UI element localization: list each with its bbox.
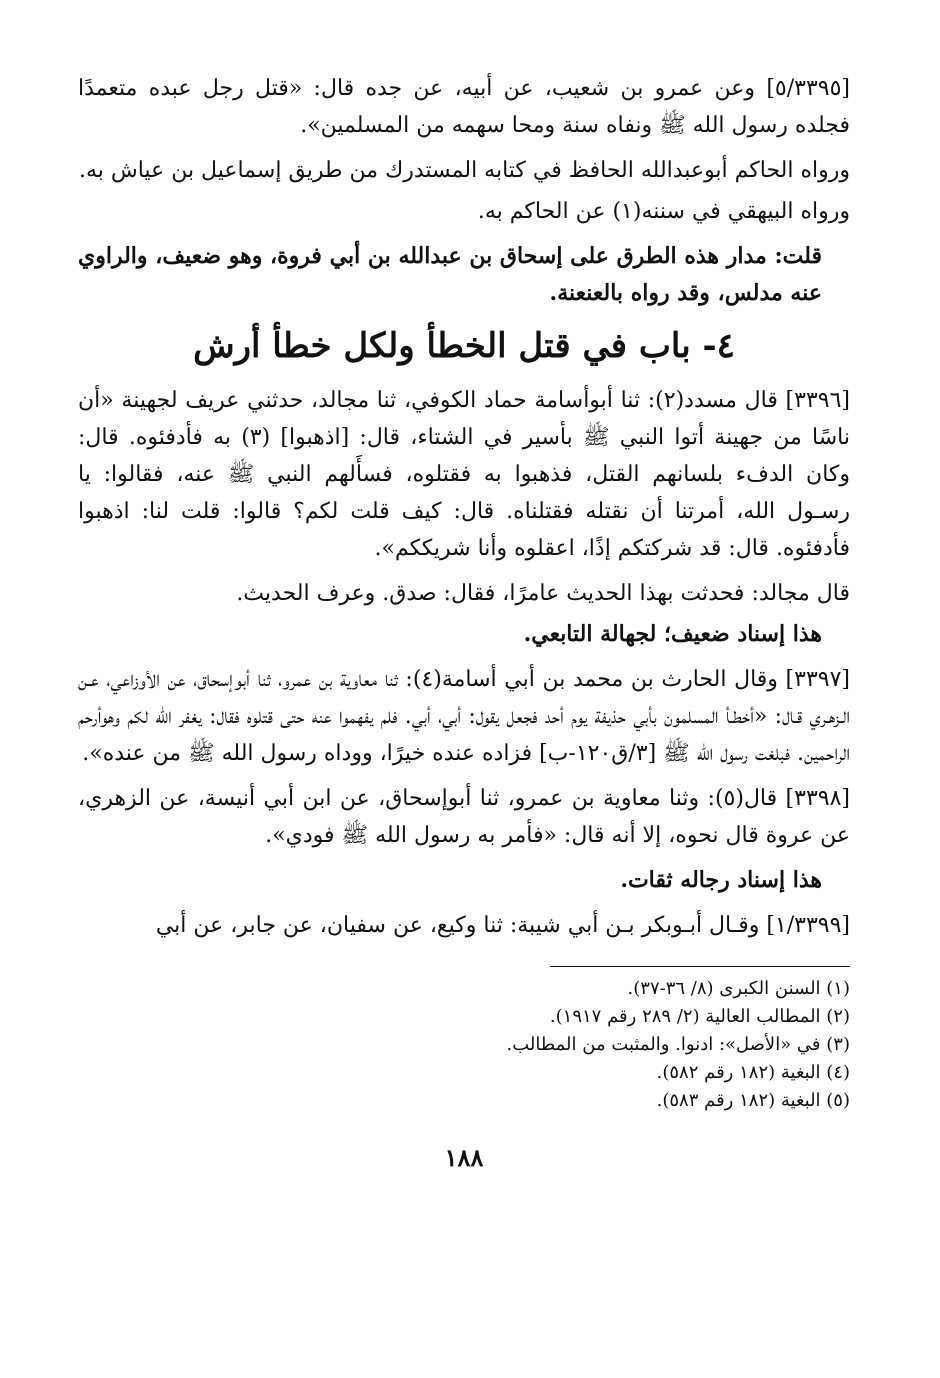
footnote-1: (١) السنن الكبرى (٨/ ٣٦-٣٧). xyxy=(627,978,850,999)
hadith-3399: [١/٣٣٩٩] وقـال أبـوبكر بـن أبي شيبة: ثنا وكيع، عن سفيان، عن جابر، عن أبي xyxy=(155,913,850,938)
footnotes xyxy=(78,975,850,1115)
hadith-3395: [٥/٣٣٩٥] وعن عمرو بن شعيب، عن أبيه، عن جده قال: «قتل رجل عبده متعمدًا فجلده رسول الله ﷺ ونفاه سنة ومحا سهمه من المسلمين». xyxy=(78,76,850,138)
footnote-5: (٥) البغية (١٨٢ رقم ٥٨٣). xyxy=(656,1090,850,1111)
footnote-separator xyxy=(550,966,850,967)
author-comment: قلت: مدار هذه الطرق على إسحاق بن عبدالله بن أبي فروة، وهو ضعيف، والراوي عنه مدلس، وقد رواه بالعنعنة. xyxy=(78,243,823,306)
footnote-4: (٤) البغية (١٨٢ رقم ٥٨٢). xyxy=(656,1062,850,1083)
isnad-daif: هذا إسناد ضعيف؛ لجهالة التابعي. xyxy=(523,621,822,647)
page-number: ١٨٨ xyxy=(444,1143,484,1172)
hakim-note: ورواه الحاكم أبوعبدالله الحافظ في كتابه المستدرك من طريق إسماعيل بن عياش به. xyxy=(78,158,850,183)
chapter-heading: ٤- باب في قتل الخطأ ولكل خطأ أرش xyxy=(193,326,735,366)
footnote-3: (٣) في «الأصل»: ادنوا. والمثبت من المطالب. xyxy=(506,1034,850,1055)
footnote-2: (٢) المطالب العالية (٢/ ٢٨٩ رقم ١٩١٧). xyxy=(549,1006,850,1027)
mujalid-note: قال مجالد: فحدثت بهذا الحديث عامرًا، فقال: صدق. وعرف الحديث. xyxy=(236,581,850,606)
hadith-3396: [٣٣٩٦] قال مسدد(٢): ثنا أبوأسامة حماد الكوفي، ثنا مجالد، حدثني عريف لجهينة «أن ناسًا من جهينة أتوا النبي ﷺ بأسير في الشتاء، قال: [اذهبوا] (٣) به فأدفئوه. قال: وكان الدفء بلسانهم القتل، فذهبوا به فقتلوه، فسأَلهم النبي ﷺ عنه، فقالوا: يا رسـول الله، أمرتنا أن نقتله فقتلناه. قال: كيف قلت لكم؟ قالوا: قلت لنا: اذهبوا فأدفئوه. قال: قد شركتكم إذًا، اعقلوه وأنا شريككم». xyxy=(78,388,851,561)
hadith-3397: [٣٣٩٧] وقال الحارث بن محمد بن أبي أسامة(٤): ثنا معاوية بن عمرو، ثنا أبوإسحاق، عن الأوزاعي، عـن الـزهـري قـال: «أخطـأ المسلمون بأبي حذيفة يوم أحد فجعل يقول: أبي، أبي. فلم يفهموا عنه حتى قتلوه فقال: يغفر الله لكم وهوأرحم الراحمين. فبلغت رسول الله ﷺ [٣/ق١٢٠-ب] فزاده عنده خيرًا، ووداه رسول الله ﷺ من عنده». xyxy=(78,667,850,766)
isnad-thiqat: هذا إسناد رجاله ثقات. xyxy=(620,867,822,893)
bayhaqi-note: ورواه البيهقي في سننه(١) عن الحاكم به. xyxy=(477,199,850,224)
hadith-3398: [٣٣٩٨] قال(٥): وثنا معاوية بن عمرو، ثنا أبوإسحاق، عن ابن أبي أنيسة، عن الزهري، عن عروة قال نحوه، إلا أنه قال: «فأمر به رسول الله ﷺ فودي». xyxy=(78,786,850,848)
